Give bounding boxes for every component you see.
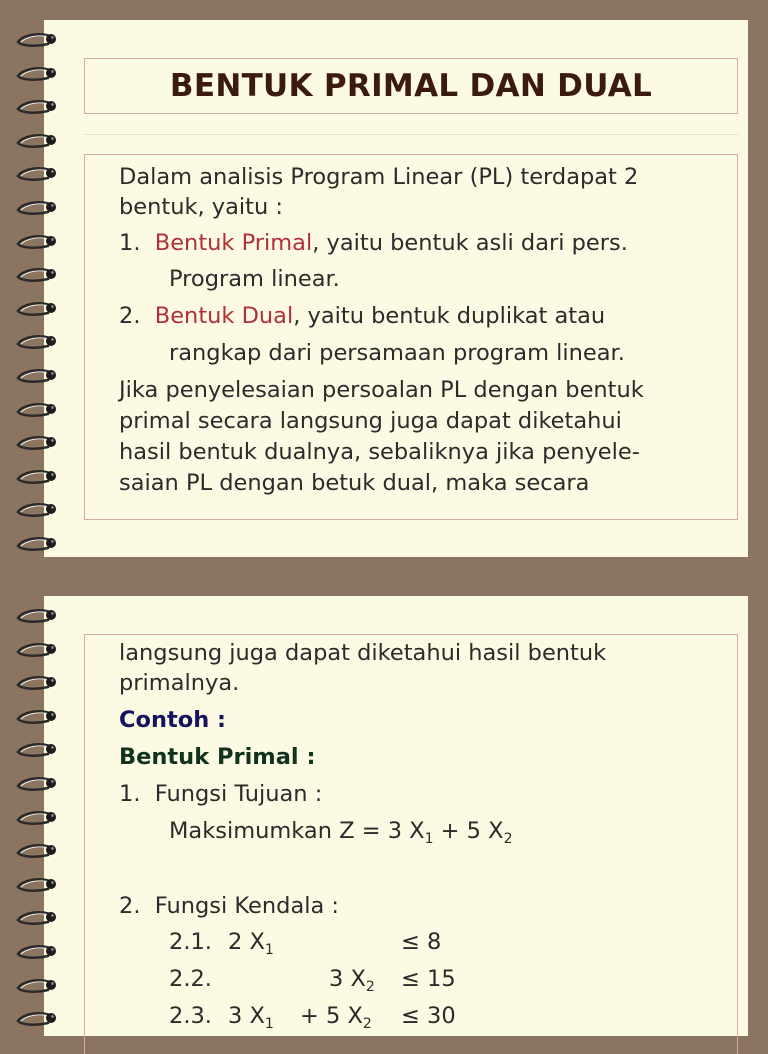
- spiral-ring-icon: [14, 673, 60, 695]
- subscript: 2: [365, 979, 375, 995]
- term-bentuk-dual: Bentuk Dual: [154, 303, 294, 329]
- term: 3 X: [329, 966, 366, 992]
- paragraph-line-2: primal secara langsung juga dapat diketahui: [119, 408, 622, 434]
- spiral-ring-icon: [14, 265, 60, 287]
- spiral-ring-icon: [14, 30, 60, 52]
- spiral-ring-icon: [14, 299, 60, 321]
- list-number: 2.: [119, 303, 141, 329]
- spiral-ring-icon: [14, 707, 60, 729]
- list-item-text: , yaitu bentuk duplikat atau: [293, 303, 606, 329]
- spiral-ring-icon: [14, 841, 60, 863]
- spiral-ring-icon: [14, 131, 60, 153]
- term: 3 X: [228, 1003, 265, 1029]
- subscript: 1: [264, 1016, 274, 1032]
- text-line-2: primalnya.: [119, 670, 240, 696]
- spiral-ring-icon: [14, 908, 60, 930]
- subscript: 1: [264, 942, 274, 958]
- content-box: [84, 154, 738, 520]
- list-number: 1.: [119, 230, 141, 256]
- paragraph-line-3: hasil bentuk dualnya, sebaliknya jika penyele-: [119, 439, 640, 465]
- spiral-ring-icon: [14, 976, 60, 998]
- example-heading: Contoh :: [119, 707, 227, 733]
- spiral-ring-icon: [14, 606, 60, 628]
- spiral-ring-icon: [14, 875, 60, 897]
- term: + 5 X: [300, 1003, 363, 1029]
- constraint-lhs: [329, 965, 375, 993]
- fungsi-tujuan-item: [119, 780, 322, 808]
- objective-mid: + 5 X: [433, 818, 504, 844]
- list-item-1: [119, 229, 628, 257]
- list-number: 2.: [119, 893, 141, 919]
- spiral-ring-icon: [14, 332, 60, 354]
- constraint-label: 2.1.: [169, 929, 212, 955]
- term-bentuk-primal: Bentuk Primal: [154, 230, 313, 256]
- fungsi-kendala-label: Fungsi Kendala :: [154, 893, 339, 919]
- list-item-2: [119, 302, 605, 330]
- slide-title: BENTUK PRIMAL DAN DUAL: [169, 68, 653, 104]
- list-item-2-continuation: rangkap dari persamaan program linear.: [169, 340, 625, 366]
- fungsi-tujuan-label: Fungsi Tujuan :: [154, 781, 323, 807]
- divider-line: [84, 134, 738, 135]
- subscript: 1: [424, 831, 434, 847]
- list-item-text: , yaitu bentuk asli dari pers.: [312, 230, 628, 256]
- subscript: 2: [362, 1016, 372, 1032]
- constraint-label: 2.2.: [169, 966, 212, 992]
- primal-heading: Bentuk Primal :: [119, 744, 316, 770]
- spiral-ring-icon: [14, 198, 60, 220]
- objective-lead: Maksimumkan Z = 3 X: [169, 818, 425, 844]
- constraint-rhs: ≤ 30: [401, 1003, 456, 1029]
- spiral-ring-icon: [14, 500, 60, 522]
- constraint-lhs: [228, 1002, 274, 1030]
- slide-1: [44, 20, 748, 557]
- paragraph-line-4: saian PL dengan betuk dual, maka secara: [119, 470, 590, 496]
- constraint-rhs: ≤ 8: [401, 929, 442, 955]
- spiral-ring-icon: [14, 467, 60, 489]
- spiral-ring-icon: [14, 433, 60, 455]
- term: 2 X: [228, 929, 265, 955]
- spiral-ring-icon: [14, 534, 60, 556]
- slide-2: [44, 596, 748, 1036]
- intro-line-2: bentuk, yaitu :: [119, 194, 283, 220]
- content-box: [84, 634, 738, 1054]
- paragraph-line-1: Jika penyelesaian persoalan PL dengan bentuk: [119, 377, 644, 403]
- constraint-label: 2.3.: [169, 1003, 212, 1029]
- constraint-lhs-b: [300, 1002, 372, 1030]
- objective-function: [169, 817, 512, 845]
- spiral-ring-icon: [14, 774, 60, 796]
- spiral-binding: [14, 20, 64, 557]
- spiral-ring-icon: [14, 808, 60, 830]
- spiral-ring-icon: [14, 366, 60, 388]
- text-line-1: langsung juga dapat diketahui hasil bentuk: [119, 640, 607, 666]
- constraint-rhs: ≤ 15: [401, 966, 456, 992]
- spiral-ring-icon: [14, 64, 60, 86]
- spiral-ring-icon: [14, 232, 60, 254]
- spiral-ring-icon: [14, 740, 60, 762]
- fungsi-kendala-item: [119, 892, 339, 920]
- spiral-ring-icon: [14, 164, 60, 186]
- constraint-lhs: [228, 928, 274, 956]
- list-item-1-continuation: Program linear.: [169, 266, 340, 292]
- spiral-binding: [14, 596, 64, 1036]
- spiral-ring-icon: [14, 97, 60, 119]
- spiral-ring-icon: [14, 640, 60, 662]
- spiral-ring-icon: [14, 400, 60, 422]
- subscript: 2: [503, 831, 513, 847]
- spiral-ring-icon: [14, 942, 60, 964]
- title-box: [84, 58, 738, 114]
- spiral-ring-icon: [14, 1009, 60, 1031]
- list-number: 1.: [119, 781, 141, 807]
- intro-line-1: Dalam analisis Program Linear (PL) terdapat 2: [119, 164, 639, 190]
